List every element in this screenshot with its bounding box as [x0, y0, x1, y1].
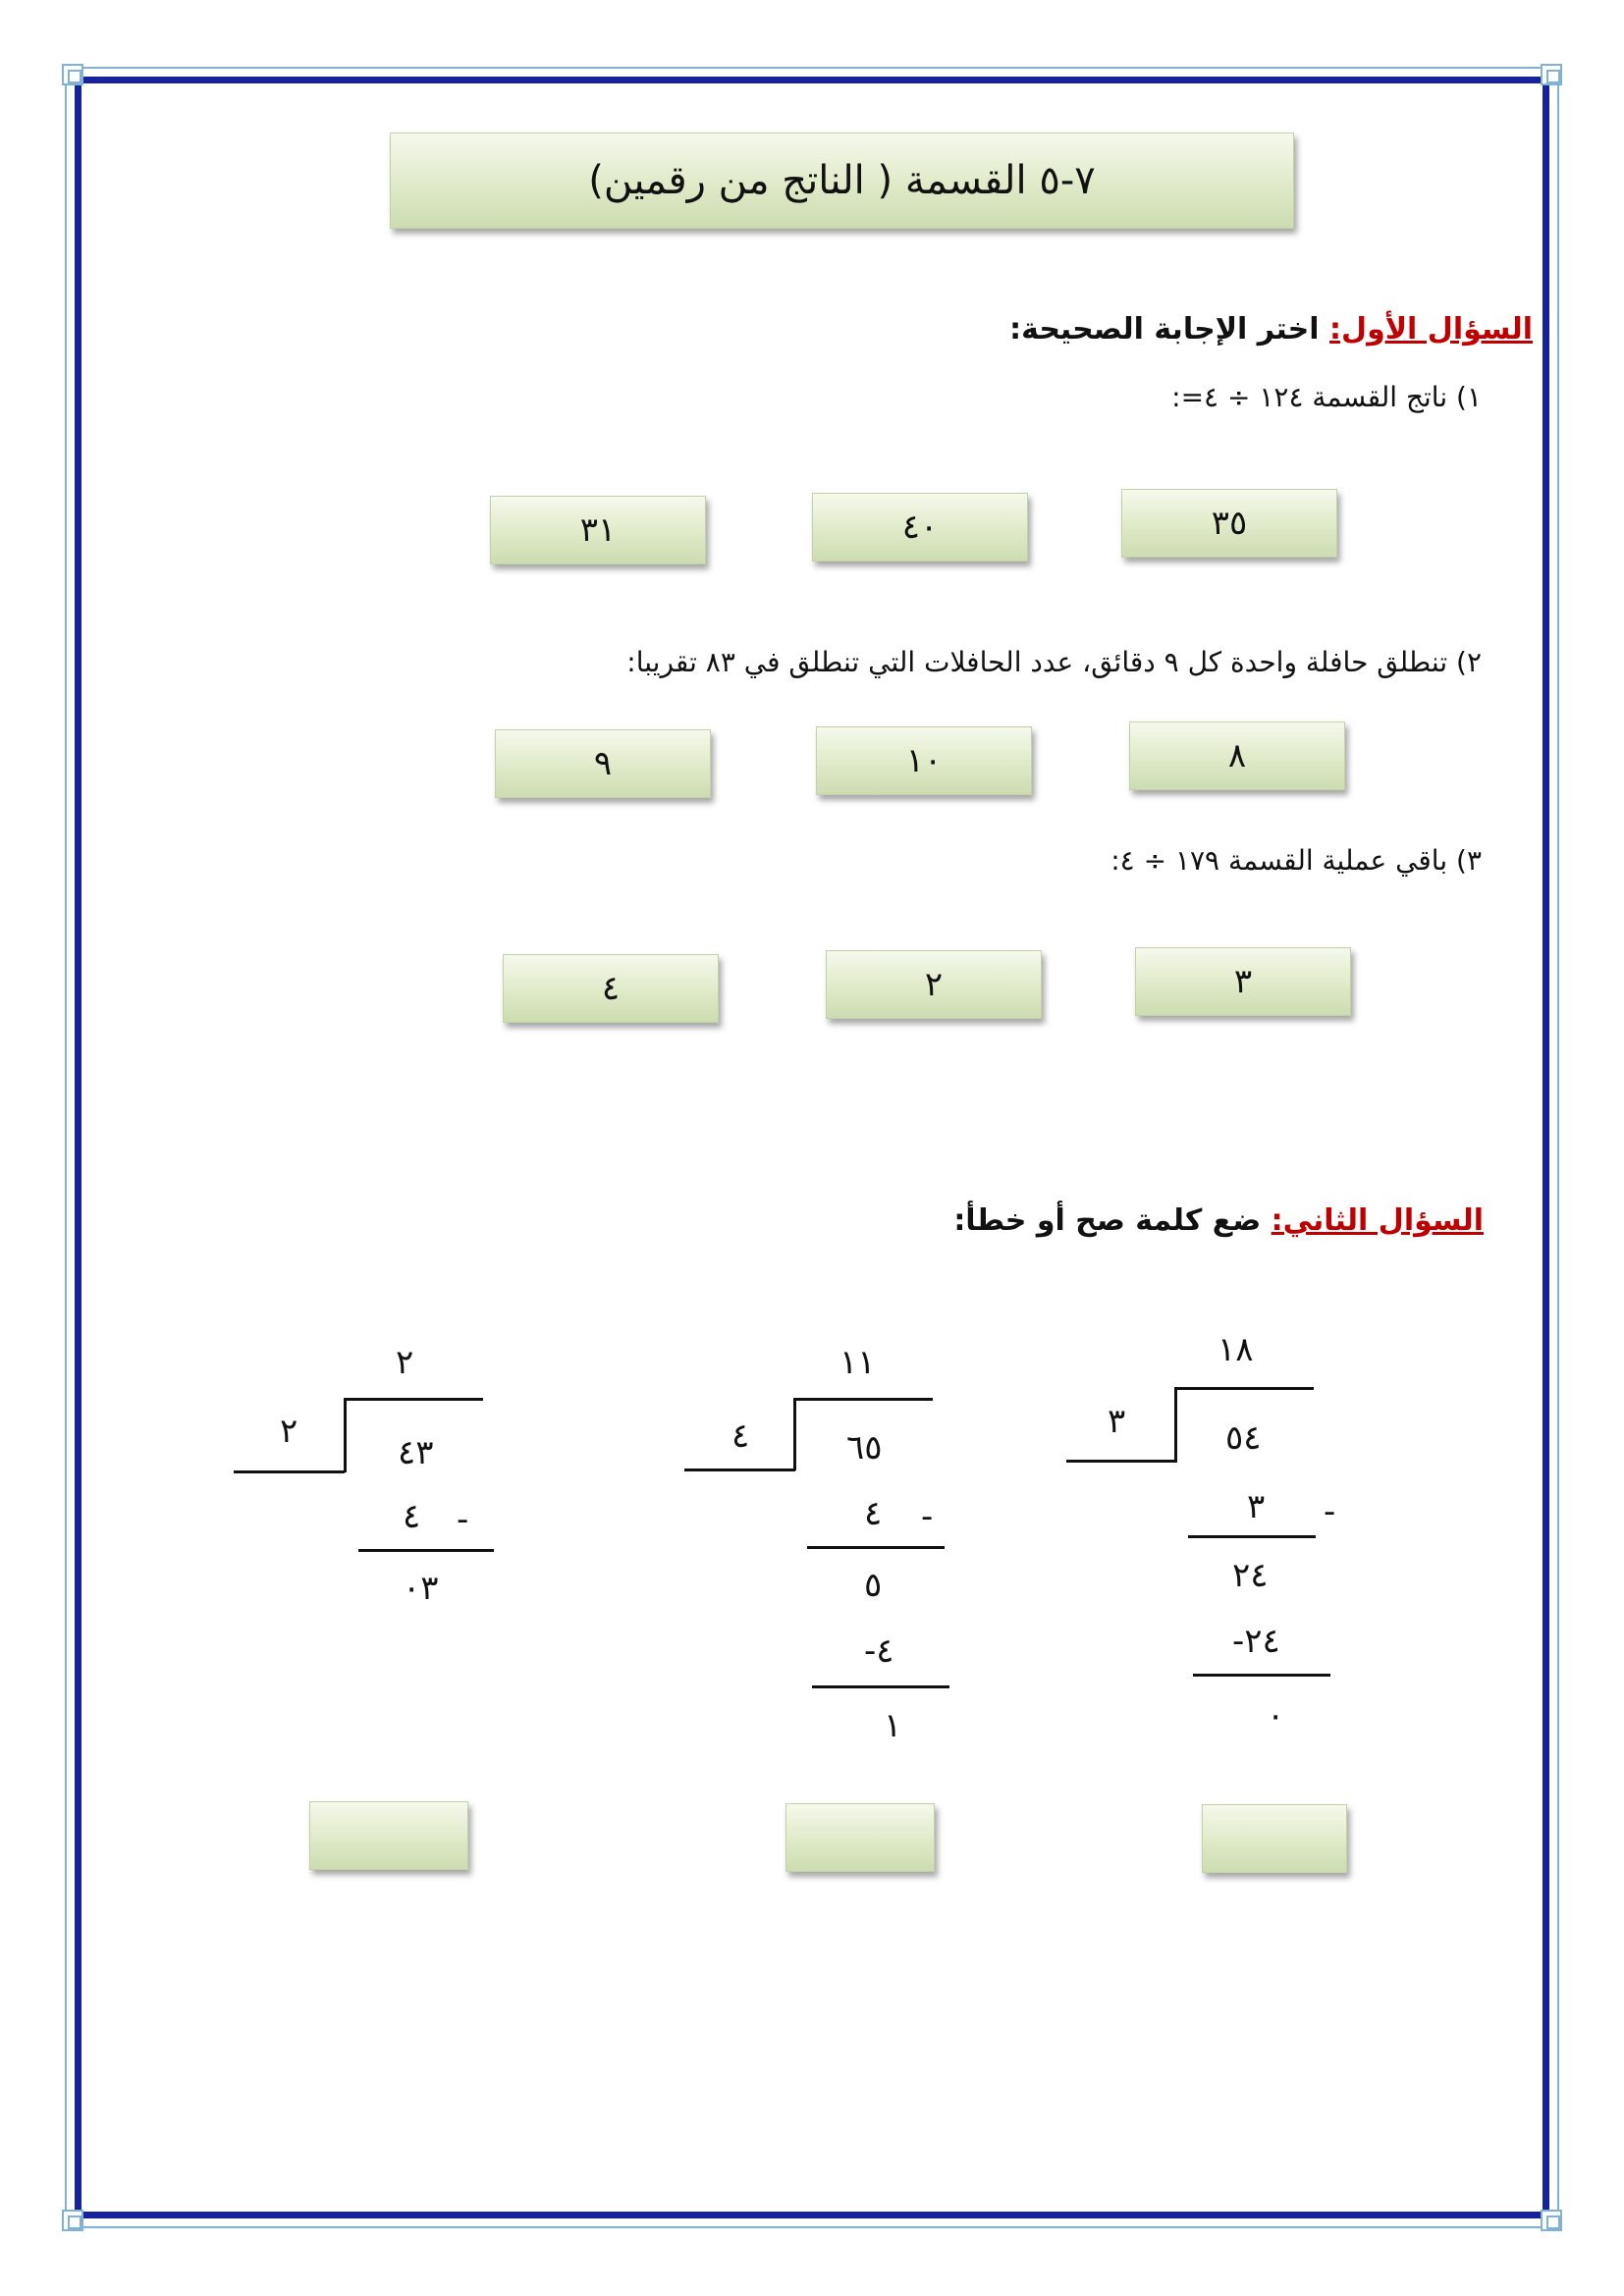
- question-1-label: السؤال الأول:: [1329, 312, 1533, 347]
- remainder: ١: [884, 1706, 902, 1745]
- dividend: ٥٤: [1225, 1418, 1262, 1458]
- subtrahend: ٤: [864, 1494, 883, 1533]
- divisor: ٣: [1108, 1402, 1126, 1441]
- question-2-instruction: ضع كلمة صح أو خطأ:: [953, 1203, 1262, 1238]
- division-bar: [1066, 1460, 1177, 1463]
- subtrahend: ٢٤-: [1232, 1622, 1280, 1661]
- division-bracket: [344, 1398, 347, 1472]
- division-bar: [346, 1398, 483, 1401]
- divisor: ٢: [280, 1412, 298, 1451]
- question-1-item-2-text: ٢) تنطلق حافلة واحدة كل ٩ دقائق، عدد الحافلات التي تنطلق في ٨٣ تقريبا:: [626, 646, 1482, 678]
- question-2-label: السؤال الثاني:: [1271, 1203, 1484, 1238]
- question-1-item-1-text: ١) ناتج القسمة ١٢٤ ÷ ٤=:: [1171, 381, 1482, 413]
- division-bracket: [793, 1398, 796, 1470]
- frame-corner-ornament: [1541, 64, 1562, 85]
- page-title: ٧-٥ القسمة ( الناتج من رقمين): [390, 133, 1294, 229]
- answer-box[interactable]: [309, 1801, 468, 1870]
- subtraction-line: [812, 1685, 949, 1688]
- division-bar: [234, 1470, 345, 1473]
- answer-option[interactable]: ٤٠: [812, 493, 1028, 561]
- frame-corner-ornament: [1541, 2210, 1562, 2231]
- dividend: ٤٣: [398, 1433, 434, 1472]
- answer-option[interactable]: ١٠: [816, 726, 1032, 795]
- dividend: ٦٥: [846, 1428, 883, 1468]
- answer-option[interactable]: ٣٥: [1121, 489, 1337, 558]
- answer-option[interactable]: ٩: [495, 729, 711, 798]
- answer-option[interactable]: ٢: [826, 950, 1042, 1019]
- frame-corner-ornament: [62, 2210, 83, 2231]
- quotient: ١٨: [1218, 1330, 1254, 1369]
- answer-option[interactable]: ٣١: [490, 496, 706, 564]
- subtrahend: ٣: [1247, 1487, 1266, 1526]
- remainder: ٠٣: [403, 1569, 439, 1608]
- question-1-instruction: اختر الإجابة الصحيحة:: [1009, 312, 1320, 347]
- answer-option[interactable]: ٤: [503, 954, 719, 1023]
- minus-sign: -: [921, 1497, 934, 1536]
- divisor: ٤: [731, 1416, 750, 1456]
- subtraction-line: [1193, 1674, 1330, 1677]
- answer-option[interactable]: ٨: [1129, 721, 1345, 790]
- subtraction-line: [807, 1546, 945, 1549]
- subtraction-line: [1188, 1535, 1316, 1538]
- minus-sign: -: [1324, 1492, 1336, 1531]
- remainder: ٠: [1267, 1696, 1285, 1735]
- answer-box[interactable]: [1202, 1804, 1347, 1873]
- subtraction-line: [358, 1549, 494, 1552]
- question-2-heading: [953, 1203, 1484, 1238]
- quotient: ١١: [839, 1343, 876, 1382]
- question-1-heading: [1009, 312, 1533, 347]
- remainder: ٥: [864, 1566, 883, 1605]
- remainder: ٢٤: [1232, 1556, 1269, 1595]
- division-bar: [1176, 1387, 1314, 1390]
- frame-corner-ornament: [62, 64, 83, 85]
- subtrahend: ٤: [403, 1497, 421, 1536]
- subtrahend: ٤-: [864, 1631, 894, 1671]
- division-bracket: [1174, 1387, 1177, 1462]
- question-1-item-3-text: ٣) باقي عملية القسمة ١٧٩ ÷ ٤:: [1110, 844, 1482, 877]
- answer-box[interactable]: [785, 1803, 935, 1872]
- division-bar: [795, 1398, 933, 1401]
- answer-option[interactable]: ٣: [1135, 947, 1351, 1016]
- quotient: ٢: [396, 1343, 414, 1382]
- division-bar: [684, 1468, 795, 1471]
- minus-sign: -: [457, 1500, 469, 1539]
